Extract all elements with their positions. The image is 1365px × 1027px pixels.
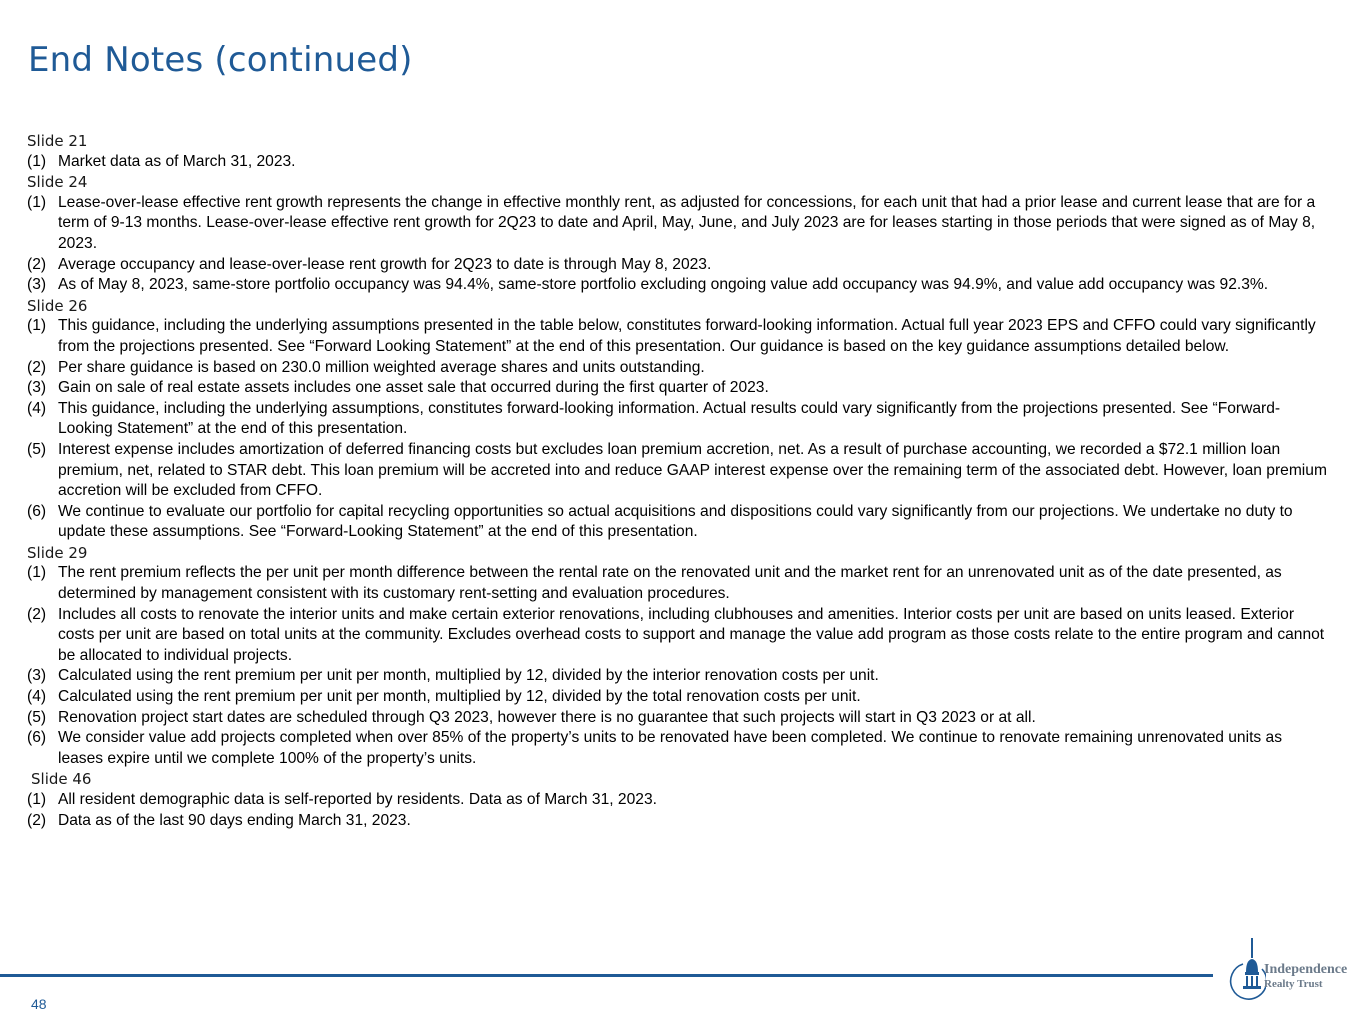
slide-heading: Slide 46 bbox=[31, 770, 92, 789]
note-number: (1) bbox=[27, 791, 47, 808]
page-number: 48 bbox=[31, 996, 47, 1012]
note-number: (5) bbox=[27, 440, 47, 458]
note-number: (2) bbox=[27, 255, 47, 273]
note-text: We continue to evaluate our portfolio for capital recycling opportunities so actual acquisitions and dispositions could vary significantly from our projections. We undertake no duty to update these assumptions. See “Forward-Looking Statement” at the end of this presentation. bbox=[58, 502, 1293, 541]
slide-heading: Slide 21 bbox=[27, 132, 88, 150]
note-text: This guidance, including the underlying assumptions presented in the table below, constitutes forward-looking information. Actual full year 2023 EPS and CFFO could vary significantly from the projections presented. See “Forward Looking Statement” at the end of this presentation. Our guidance is based on the key guidance assumptions detailed below. bbox=[58, 317, 1316, 355]
notes-section bbox=[27, 172, 1327, 296]
capitol-dome-icon bbox=[1226, 936, 1266, 1008]
note-item bbox=[27, 152, 1327, 173]
note-item bbox=[27, 790, 1327, 811]
notes-section bbox=[27, 769, 1327, 831]
note-text: All resident demographic data is self-reported by residents. Data as of March 31, 2023. bbox=[58, 791, 657, 808]
note-number: (2) bbox=[27, 605, 47, 623]
note-number: (5) bbox=[27, 708, 47, 726]
footer-divider bbox=[0, 974, 1213, 977]
note-item bbox=[27, 728, 1327, 769]
note-item bbox=[27, 708, 1327, 729]
note-text: Calculated using the rent premium per unit per month, multiplied by 12, divided by the interior renovation costs per unit. bbox=[58, 667, 879, 685]
slide-heading: Slide 24 bbox=[27, 173, 88, 192]
note-number: (3) bbox=[27, 379, 47, 397]
page-title: End Notes (continued) bbox=[28, 40, 413, 80]
note-item bbox=[27, 440, 1327, 502]
note-item bbox=[27, 687, 1327, 708]
note-text: Market data as of March 31, 2023. bbox=[58, 152, 296, 170]
note-number: (6) bbox=[27, 502, 47, 520]
note-number: (3) bbox=[27, 276, 47, 294]
note-number: (3) bbox=[27, 667, 47, 685]
notes-section bbox=[27, 543, 1327, 770]
note-number: (2) bbox=[27, 358, 47, 376]
note-text: Data as of the last 90 days ending March 31, 2023. bbox=[58, 811, 411, 829]
notes-section bbox=[27, 296, 1327, 543]
note-item bbox=[27, 605, 1327, 667]
logo-subtitle: Realty Trust bbox=[1264, 978, 1323, 990]
note-number: (2) bbox=[27, 811, 47, 829]
note-number: (1) bbox=[27, 317, 47, 335]
note-text: Renovation project start dates are scheduled through Q3 2023, however there is no guarantee that such projects will start in Q3 2023 or at all. bbox=[58, 708, 1036, 726]
note-text: We consider value add projects completed when over 85% of the property’s units to be renovated have been completed. We continue to renovate remaining unrenovated units as leases expire until we complete 100% of the property’s units. bbox=[58, 729, 1282, 767]
note-text: Gain on sale of real estate assets includes one asset sale that occurred during the first quarter of 2023. bbox=[58, 379, 769, 397]
note-text: Lease-over-lease effective rent growth represents the change in effective monthly rent, as adjusted for concessions, for each unit that had a prior lease and current lease that are for a term of 9-13 months. Lease-over-lease effective rent growth for 2Q23 to date and April, May, June, and July 2023 are for leases starting in those periods that were signed as of May 8, 2023. bbox=[58, 193, 1316, 252]
note-number: (1) bbox=[27, 564, 47, 582]
note-text: Calculated using the rent premium per unit per month, multiplied by 12, divided by the total renovation costs per unit. bbox=[58, 688, 861, 706]
notes-section bbox=[27, 131, 1327, 172]
note-item bbox=[27, 316, 1327, 357]
note-item bbox=[27, 811, 1327, 832]
note-text: Interest expense includes amortization of deferred financing costs but excludes loan premium accretion, net. As a result of purchase accounting, we recorded a $72.1 million loan premium, net, related to STAR debt. This loan premium will be accreted into and reduce GAAP interest expense over the remaining term of the associated debt. However, loan premium accretion will be excluded from CFFO. bbox=[58, 440, 1327, 500]
note-text: Average occupancy and lease-over-lease rent growth for 2Q23 to date is through May 8, 2023. bbox=[58, 255, 712, 273]
note-text: As of May 8, 2023, same-store portfolio occupancy was 94.4%, same-store portfolio excluding ongoing value add occupancy was 94.9%, and value add occupancy was 92.3%. bbox=[58, 276, 1269, 294]
note-item bbox=[27, 193, 1327, 255]
note-item bbox=[27, 399, 1327, 440]
logo-name: Independence bbox=[1264, 962, 1348, 977]
note-item bbox=[27, 502, 1327, 543]
note-item bbox=[27, 666, 1327, 687]
note-number: (1) bbox=[27, 193, 47, 211]
note-item bbox=[27, 275, 1327, 296]
note-text: This guidance, including the underlying assumptions, constitutes forward-looking information. Actual results could vary significantly from the projections presented. See “Forward-Looking Statement” at the end of this presentation. bbox=[58, 399, 1281, 438]
note-number: (6) bbox=[27, 729, 47, 747]
note-item bbox=[27, 358, 1327, 379]
note-number: (4) bbox=[27, 399, 47, 417]
note-number: (4) bbox=[27, 688, 47, 706]
note-text: The rent premium reflects the per unit per month difference between the rental rate on the renovated unit and the market rent for an unrenovated unit as of the date presented, as determined by management consistent with its customary rent-setting and evaluation procedures. bbox=[58, 564, 1282, 603]
note-text: Per share guidance is based on 230.0 million weighted average shares and units outstanding. bbox=[58, 358, 705, 376]
company-logo bbox=[1226, 936, 1362, 1008]
slide-heading: Slide 26 bbox=[27, 296, 88, 315]
note-item bbox=[27, 563, 1327, 604]
slide-heading: Slide 29 bbox=[27, 543, 88, 562]
end-notes-list bbox=[27, 131, 1327, 831]
note-text: Includes all costs to renovate the interior units and make certain exterior renovations, including clubhouses and amenities. Interior costs per unit are based on units leased. Exterior costs per unit are based on total units at the community. Excludes overhead costs to support and manage the value add program as those costs relate to the entire program and cannot be allocated to individual projects. bbox=[58, 605, 1325, 664]
note-number: (1) bbox=[27, 152, 47, 170]
note-item bbox=[27, 378, 1327, 399]
note-item bbox=[27, 255, 1327, 276]
